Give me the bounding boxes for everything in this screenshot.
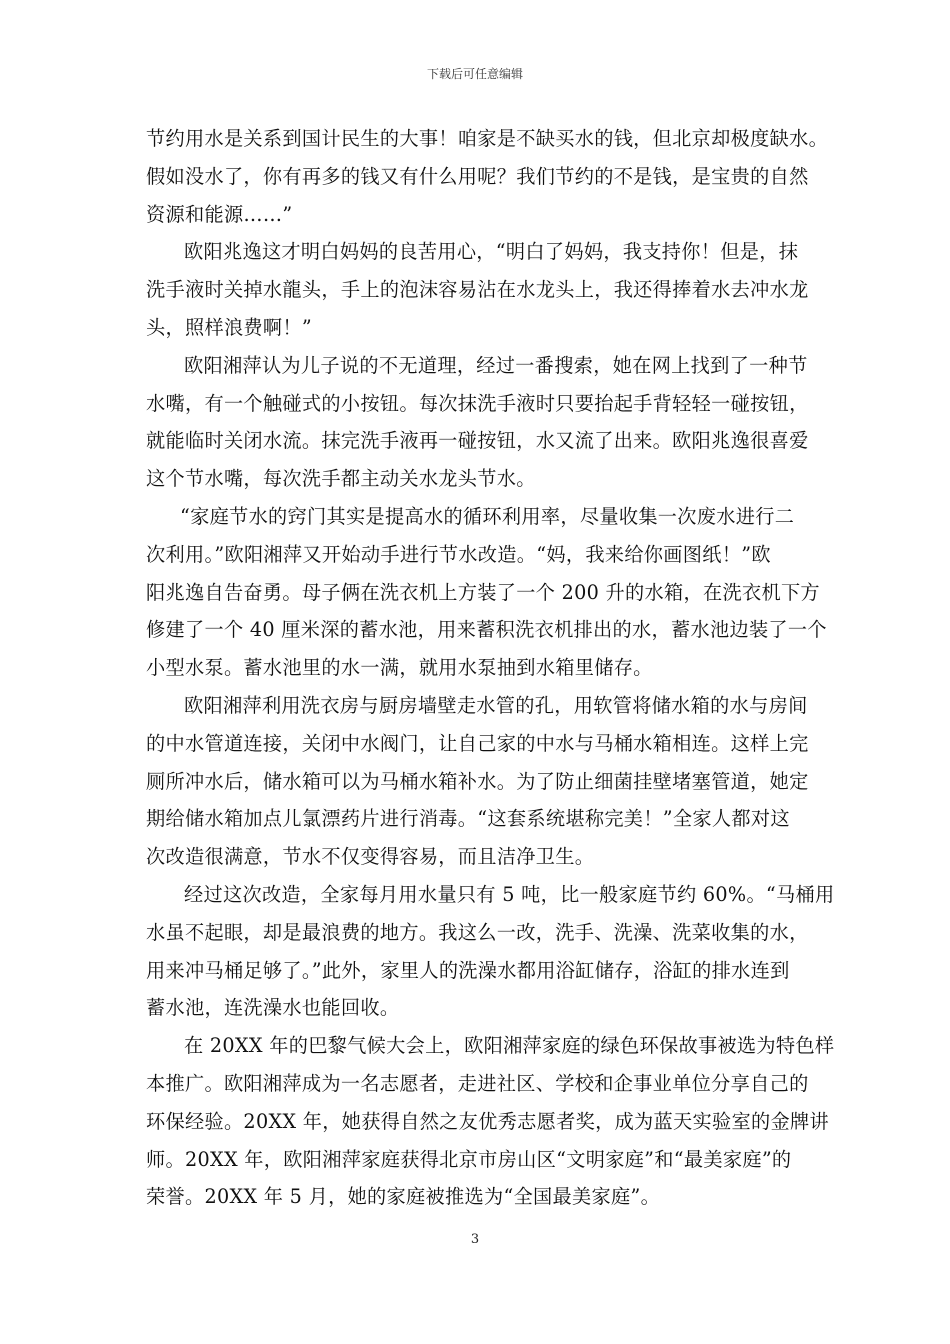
paragraph-first-line: 欧阳湘萍认为儿子说的不无道理，经过一番搜索，她在网上找到了一种节 [184, 353, 808, 377]
text-line: 假如没水了，你有再多的钱又有什么用呢？我们节约的不是钱，是宝贵的自然 [146, 164, 809, 188]
text-line: 水虽不起眼，却是最浪费的地方。我这么一改，洗手、洗澡、洗菜收集的水， [146, 920, 809, 944]
page-header: 下载后可任意编辑 [426, 67, 523, 81]
text-line: 洗手液时关掉水龍头，手上的泡沫容易沾在水龙头上，我还得捧着水去冲水龙 [146, 278, 809, 302]
text-line: 资源和能源……” [146, 202, 293, 226]
paragraph-first-line: 在 20XX 年的巴黎气候大会上，欧阳湘萍家庭的绿色环保故事被选为特色样 [184, 1034, 835, 1058]
text-line: 用来冲马桶足够了。”此外，家里人的洗澡水都用浴缸储存，浴缸的排水连到 [146, 958, 790, 982]
paragraph-first-line: “家庭节水的窍门其实是提高水的循环利用率，尽量收集一次废水进行二 [180, 504, 795, 528]
page-number: 3 [470, 1232, 480, 1247]
text-line: 水嘴，有一个触碰式的小按钮。每次抹洗手液时只要抬起手背轻轻一碰按钮， [146, 391, 809, 415]
text-line: 期给储水箱加点儿氯漂药片进行消毒。“这套系统堪称完美！”全家人都对这 [146, 807, 790, 831]
paragraph-first-line: 经过这次改造，全家每月用水量只有 5 吨，比一般家庭节约 60%。“马桶用 [184, 882, 835, 906]
text-line: 节约用水是关系到国计民生的大事！咱家是不缺买水的钱，但北京却极度缺水。 [146, 127, 829, 150]
text-line: 环保经验。20XX 年，她获得自然之友优秀志愿者奖，成为蓝天实验室的金牌讲 [146, 1109, 829, 1133]
text-line: 次利用。”欧阳湘萍又开始动手进行节水改造。“妈，我来给你画图纸！”欧 [146, 542, 771, 566]
text-line: 阳兆逸自告奋勇。母子俩在洗衣机上方装了一个 200 升的水箱，在洗衣机下方 [146, 580, 820, 604]
text-line: 本推广。欧阳湘萍成为一名志愿者，走进社区、学校和企事业单位分享自己的 [146, 1071, 809, 1095]
document-body [146, 120, 835, 1216]
text-line: 的中水管道连接，关闭中水阀门，让自己家的中水与马桶水箱相连。这样上完 [146, 731, 809, 755]
text-line: 头，照样浪费啊！” [146, 315, 313, 339]
text-line: 厕所冲水后，储水箱可以为马桶水箱补水。为了防止细菌挂壁堵塞管道，她定 [146, 769, 809, 793]
text-line: 这个节水嘴，每次洗手都主动关水龙头节水。 [146, 467, 536, 491]
text-line: 师。20XX 年，欧阳湘萍家庭获得北京市房山区“文明家庭”和“最美家庭”的 [146, 1147, 792, 1171]
paragraph-first-line: 欧阳湘萍利用洗衣房与厨房墙壁走水管的孔，用软管将储水箱的水与房间 [184, 693, 808, 717]
text-line: 荣誉。20XX 年 5 月，她的家庭被推选为“全国最美家庭”。 [146, 1185, 661, 1209]
text-line: 蓄水池，连洗澡水也能回收。 [146, 996, 400, 1020]
text-line: 修建了一个 40 厘米深的蓄水池，用来蓄积洗衣机排出的水，蓄水池边装了一个 [146, 618, 827, 642]
text-line: 就能临时关闭水流。抹完洗手液再一碰按钮，水又流了出来。欧阳兆逸很喜爱 [146, 429, 809, 453]
paragraph-first-line: 欧阳兆逸这才明白妈妈的良苦用心，“明白了妈妈，我支持你！但是，抹 [184, 240, 799, 264]
text-line: 次改造很满意，节水不仅变得容易，而且洁净卫生。 [146, 845, 595, 869]
text-line: 小型水泵。蓄水池里的水一满，就用水泵抽到水箱里储存。 [146, 656, 653, 680]
